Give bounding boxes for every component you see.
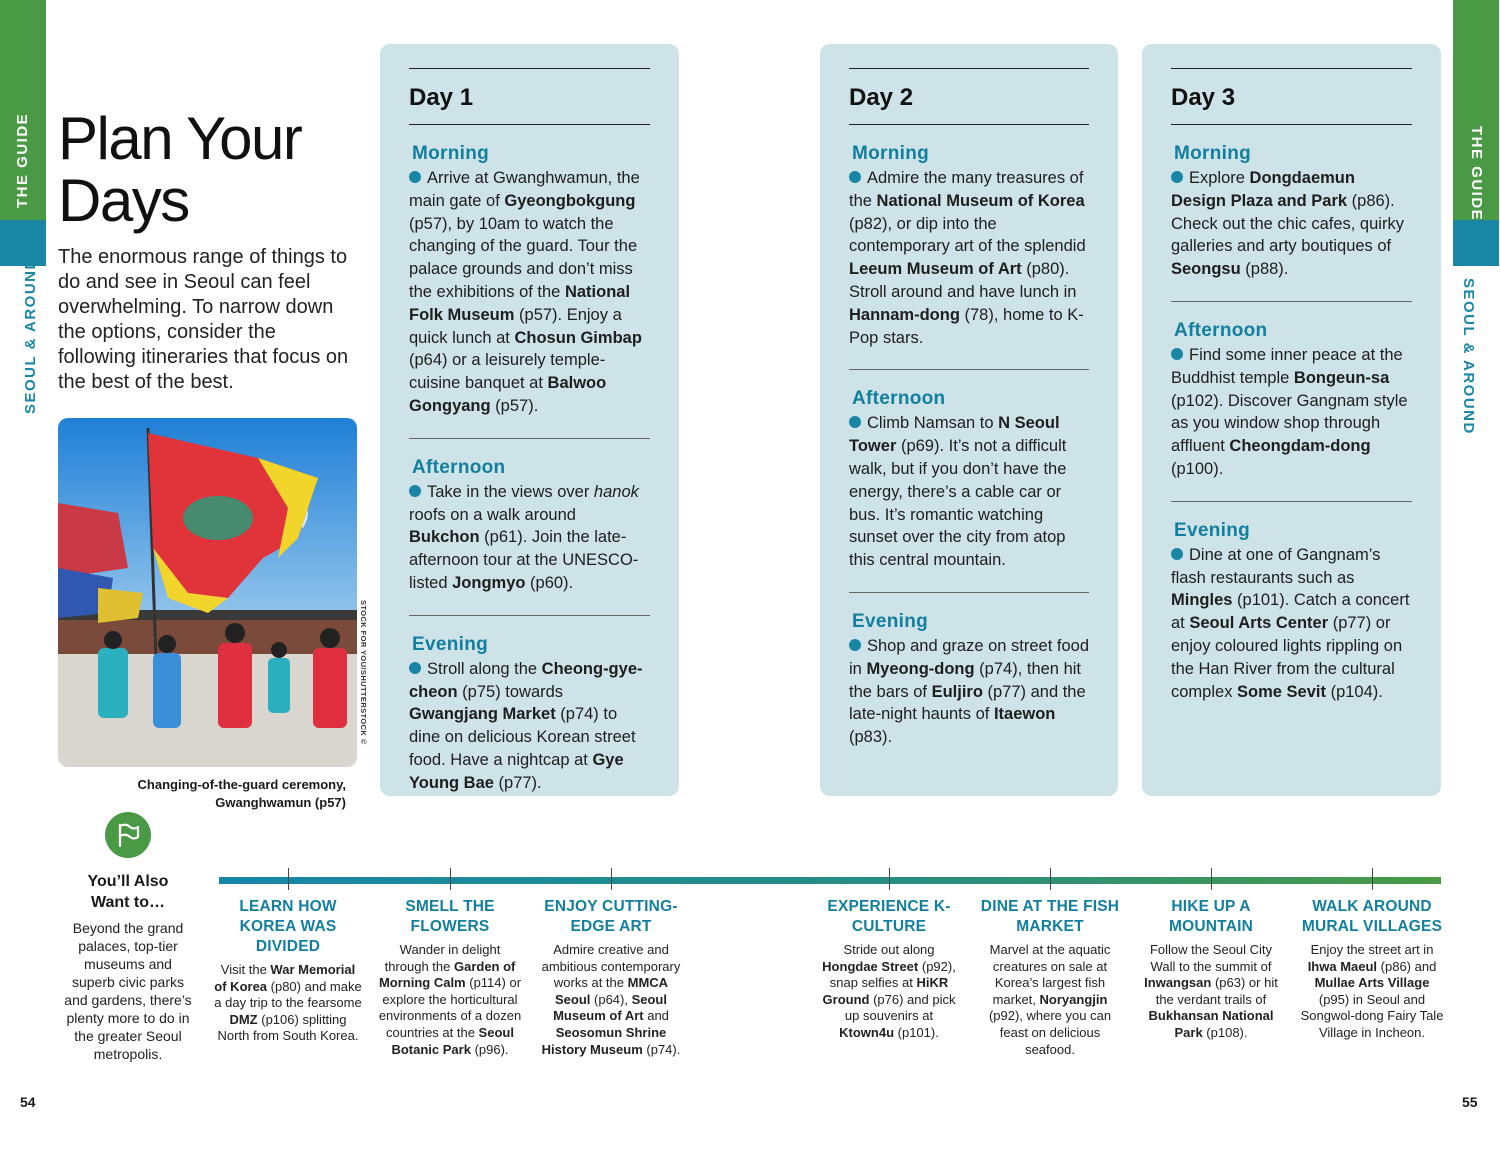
text: Follow the Seoul City Wall to the summit of — [1149, 942, 1273, 974]
bold-text: Gwangjang Market — [409, 705, 556, 724]
bold-text: Ktown4u — [839, 1024, 895, 1040]
day-section-evening — [1171, 501, 1412, 724]
section-heading: Morning — [852, 143, 930, 164]
text: (p108). — [1202, 1024, 1248, 1040]
timeline-item-body — [1138, 942, 1284, 1042]
day-3-box — [1142, 44, 1441, 796]
timeline-tick — [1372, 868, 1373, 890]
timeline-item-heading: EXPERIENCE K-CULTURE — [827, 898, 951, 935]
heading-line: You’ll Also — [87, 873, 169, 890]
section-heading: Evening — [852, 610, 929, 632]
text: (p74), then hit the bars of — [849, 659, 1081, 701]
text: Stride out along — [843, 942, 935, 957]
text: (p102). Discover Gangnam style as you window shop through affluent — [1171, 391, 1408, 456]
text: Stroll along the — [427, 659, 542, 678]
timeline-item-heading: WALK AROUND MURAL VILLAGES — [1301, 898, 1443, 935]
text: (p57). — [490, 396, 539, 415]
bold-text: Some Sevit — [1237, 682, 1326, 701]
timeline-tick — [889, 868, 890, 890]
text: Find some inner peace at the Buddhist temple — [1171, 345, 1403, 387]
guard-ceremony-photo — [58, 418, 357, 767]
bold-text: Cheongdam-dong — [1229, 437, 1371, 456]
text: (78), home to K-Pop stars. — [849, 305, 1084, 347]
section-body — [849, 635, 1089, 749]
also-want-to — [64, 871, 192, 1063]
bold-text: Dongdaemun Design Plaza and Park — [1171, 169, 1355, 210]
section-body — [1171, 344, 1412, 481]
bullet-dot-icon — [409, 662, 421, 674]
day-section-evening — [409, 615, 650, 815]
text: (p61). Join the late-afternoon tour at the UNESCO-listed — [409, 528, 639, 592]
bold-text: War Memorial of Korea — [214, 962, 356, 994]
bullet-dot-icon — [1171, 171, 1183, 183]
intro-text: The enormous range of things to do and see in Seoul can feel overwhelming. To narrow down the options, consider the following itineraries that focus on the best of the best. — [58, 246, 349, 393]
text: Shop and graze on street food in — [849, 636, 1089, 678]
title-line: Plan Your — [58, 105, 302, 172]
timeline-item-heading: LEARN HOW KOREA WAS DIVIDED — [239, 898, 337, 955]
bold-text: Cheong-gye-cheon — [409, 659, 643, 701]
bold-text: Mullae Arts Village — [1314, 975, 1430, 991]
caption-line: Changing-of-the-guard ceremony, — [137, 777, 346, 792]
timeline-item-body — [538, 942, 684, 1058]
text: (p101). — [894, 1024, 939, 1040]
heading-line: Want to… — [90, 894, 166, 911]
bold-text: Gye Young Bae — [409, 750, 624, 792]
bold-text: Bukchon — [409, 528, 480, 547]
section-body — [409, 658, 650, 795]
timeline-item — [1299, 897, 1445, 1042]
section-heading: Afternoon — [1174, 319, 1268, 341]
text: (p114) or explore the horticultural environments of a dozen countries at the — [378, 975, 522, 1040]
text: (p57), by 10am to watch the changing of the guard. Tour the palace grounds and don’t miss the exhibitions of the — [409, 214, 638, 301]
bold-text: Chosun Gimbap — [514, 328, 642, 347]
bullet-dot-icon — [849, 171, 861, 183]
day-section-afternoon — [409, 438, 650, 615]
italic-text: hanok — [593, 482, 639, 501]
section-heading: Evening — [412, 633, 489, 655]
bold-text: Gyeongbokgung — [504, 191, 636, 210]
text: (p77) or enjoy coloured lights rippling on the Han River from the cultural complex — [1171, 614, 1403, 701]
text: Marvel at the aquatic creatures on sale at Korea’s largest fish market, — [989, 942, 1111, 1007]
day-section-morning — [409, 124, 650, 438]
bold-text: HiKR Ground — [822, 975, 949, 1007]
timeline-item — [977, 897, 1123, 1058]
bold-text: Jongmyo — [452, 573, 526, 592]
text: roofs on a walk around — [409, 505, 576, 524]
text: (p60). — [525, 573, 574, 592]
text: (p64), — [590, 991, 632, 1007]
bold-text: National Museum of Korea — [876, 191, 1085, 210]
text: Wander in delight through the — [384, 942, 501, 974]
day-title: Day 2 — [849, 84, 914, 111]
bold-text: Mingles — [1171, 591, 1233, 610]
text: and — [643, 1008, 669, 1024]
text: (p80). Stroll around and have lunch in — [849, 260, 1077, 301]
page-number-left: 54 — [20, 1094, 36, 1110]
text: (p63) or hit the verdant trails of — [1155, 975, 1278, 1007]
bold-text: Hannam-dong — [849, 305, 960, 324]
text: (p88). — [1240, 260, 1289, 279]
text: (p92), snap selfies at — [829, 958, 956, 991]
bold-text: Ihwa Maeul — [1307, 958, 1378, 974]
day-title: Day 1 — [409, 84, 474, 111]
title-line: Days — [58, 167, 189, 234]
timeline-item-heading: SMELL THE FLOWERS — [405, 898, 495, 935]
timeline-item — [1138, 897, 1284, 1042]
text: Arrive at Gwanghwamun, the main gate of — [409, 169, 640, 210]
flag-icon — [105, 812, 151, 858]
page-number-right: 55 — [1462, 1094, 1478, 1110]
timeline-item — [213, 897, 363, 1045]
text: Admire creative and ambitious contemporary works at the — [541, 942, 681, 991]
timeline-bar — [219, 877, 1441, 884]
timeline-tick — [450, 868, 451, 890]
text: (p106) splitting North from South Korea. — [217, 1011, 359, 1044]
bold-text: MMCA Seoul — [555, 975, 669, 1007]
text: (p95) in Seoul and Songwol-dong Fairy Tale Village in Incheon. — [1300, 991, 1444, 1040]
bullet-dot-icon — [849, 639, 861, 651]
bold-text: Inwangsan — [1144, 975, 1212, 991]
bold-text: Seoul Museum of Art — [553, 991, 667, 1024]
text: Take in the views over — [427, 482, 594, 501]
text: Enjoy the street art in — [1310, 942, 1434, 957]
section-body — [1171, 167, 1412, 281]
left-side-tab — [0, 0, 46, 414]
photo-credit: STOCK FOR YOU/SHUTTERSTOCK © — [359, 600, 368, 745]
bold-text: Bukhansan National Park — [1148, 1008, 1274, 1040]
timeline-item-body — [1299, 942, 1445, 1042]
day-1-box — [380, 44, 679, 796]
text: (p86). Check out the chic cafes, quirky galleries and arty boutiques of — [1171, 191, 1404, 256]
bullet-dot-icon — [1171, 548, 1183, 560]
photo-caption — [120, 776, 346, 812]
text: (p77) and the late-night haunts of — [849, 682, 1086, 724]
region-tab-marker — [1453, 220, 1499, 266]
text: (p57). Enjoy a quick lunch at — [409, 305, 622, 347]
section-body — [1171, 544, 1412, 704]
guide-tab-label: THE GUIDE — [14, 112, 31, 208]
bold-text: Seongsu — [1171, 260, 1241, 279]
bold-text: N Seoul Tower — [849, 414, 1060, 456]
timeline-item — [816, 897, 962, 1042]
bold-text: Seoul Botanic Park — [391, 1024, 514, 1057]
timeline-item-body — [213, 962, 363, 1045]
timeline-item-heading: HIKE UP A MOUNTAIN — [1169, 898, 1253, 935]
text: Admire the many treasures of the — [849, 169, 1084, 210]
timeline-tick — [1211, 868, 1212, 890]
bold-text: Myeong-dong — [866, 659, 975, 678]
section-body — [409, 481, 650, 595]
timeline-item-body — [816, 942, 962, 1042]
caption-line: Gwanghwamun (p57) — [215, 795, 346, 810]
text: (p75) towards — [457, 682, 564, 701]
text: Explore — [1189, 169, 1250, 187]
day-section-morning — [849, 124, 1089, 369]
day-section-afternoon — [1171, 301, 1412, 501]
bold-text: Euljiro — [931, 682, 983, 701]
section-heading: Afternoon — [852, 388, 946, 410]
section-heading: Morning — [412, 143, 490, 164]
text: (p74) to dine on delicious Korean street food. Have a nightcap at — [409, 705, 636, 769]
page-title — [58, 105, 302, 234]
timeline-tick — [288, 868, 289, 890]
section-heading: Evening — [1174, 519, 1251, 541]
bullet-dot-icon — [849, 416, 861, 428]
timeline-item — [538, 897, 684, 1058]
right-side-tab — [1453, 0, 1499, 435]
text: (p83). — [849, 728, 893, 747]
bold-text: Noryangjin — [1039, 991, 1108, 1007]
text: Dine at one of Gangnam’s flash restaurants such as — [1171, 545, 1381, 587]
bold-text: DMZ — [229, 1011, 258, 1027]
day-title: Day 3 — [1171, 84, 1236, 111]
section-body — [849, 412, 1089, 572]
bullet-dot-icon — [409, 485, 421, 497]
timeline-item-heading: DINE AT THE FISH MARKET — [980, 898, 1120, 935]
text: (p92), where you can feast on delicious seafood. — [988, 1008, 1112, 1057]
text: (p96). — [470, 1041, 509, 1057]
text: (p76) and pick up souvenirs at — [844, 991, 956, 1024]
text: (p86) and — [1377, 958, 1437, 974]
text: (p74). — [642, 1041, 681, 1057]
bold-text: Leeum Museum of Art — [849, 260, 1022, 279]
timeline-item — [377, 897, 523, 1058]
text: Climb Namsan to — [867, 414, 999, 433]
timeline-item-heading: ENJOY CUTTING-EDGE ART — [544, 898, 678, 935]
region-tab-label: SEOUL & AROUND — [1460, 278, 1477, 435]
timeline-item-body — [377, 942, 523, 1058]
section-heading: Afternoon — [412, 456, 506, 478]
also-want-heading — [64, 871, 192, 913]
day-section-afternoon — [849, 369, 1089, 592]
bold-text: Itaewon — [993, 705, 1056, 724]
bold-text: Seosomun Shrine History Museum — [541, 1024, 667, 1057]
text: Visit the — [220, 962, 271, 977]
bold-text: Bongeun-sa — [1293, 368, 1390, 387]
guide-tab-label: THE GUIDE — [1468, 126, 1485, 222]
text: (p69). It’s not a difficult walk, but if you don’t have the energy, there’s a cable car or bus. It’s romantic watching sunset over the city from atop this central mountain. — [849, 437, 1067, 570]
day-2-box — [820, 44, 1118, 796]
section-heading: Morning — [1174, 143, 1252, 164]
bullet-dot-icon — [1171, 348, 1183, 360]
text: (p100). — [1171, 459, 1224, 478]
section-body — [849, 167, 1089, 349]
day-section-evening — [849, 592, 1089, 769]
timeline-tick — [1050, 868, 1051, 890]
bold-text: Seoul Arts Center — [1189, 614, 1329, 633]
text: (p82), or dip into the contemporary art of the splendid — [849, 214, 1086, 256]
text: (p77). — [493, 773, 542, 792]
region-tab-label: SEOUL & AROUND — [22, 257, 39, 414]
text: (p104). — [1326, 682, 1383, 701]
also-want-body: Beyond the grand palaces, top-tier museums and superb civic parks and gardens, there’s plenty more to do in the greater Seoul metropolis. — [64, 920, 192, 1062]
bold-text: National Folk Museum — [409, 282, 631, 324]
section-body — [409, 167, 650, 418]
bold-text: Garden of Morning Calm — [378, 958, 516, 991]
bold-text: Hongdae Street — [822, 958, 919, 974]
text: (p64) or a leisurely temple-cuisine banquet at — [409, 351, 606, 393]
text: (p80) and make a day trip to the fearsome — [214, 978, 362, 1011]
bullet-dot-icon — [409, 171, 421, 183]
day-section-morning — [1171, 124, 1412, 301]
timeline-item-body — [977, 942, 1123, 1058]
bold-text: Balwoo Gongyang — [409, 374, 607, 415]
timeline-tick — [611, 868, 612, 890]
text: (p101). Catch a concert at — [1171, 591, 1410, 633]
